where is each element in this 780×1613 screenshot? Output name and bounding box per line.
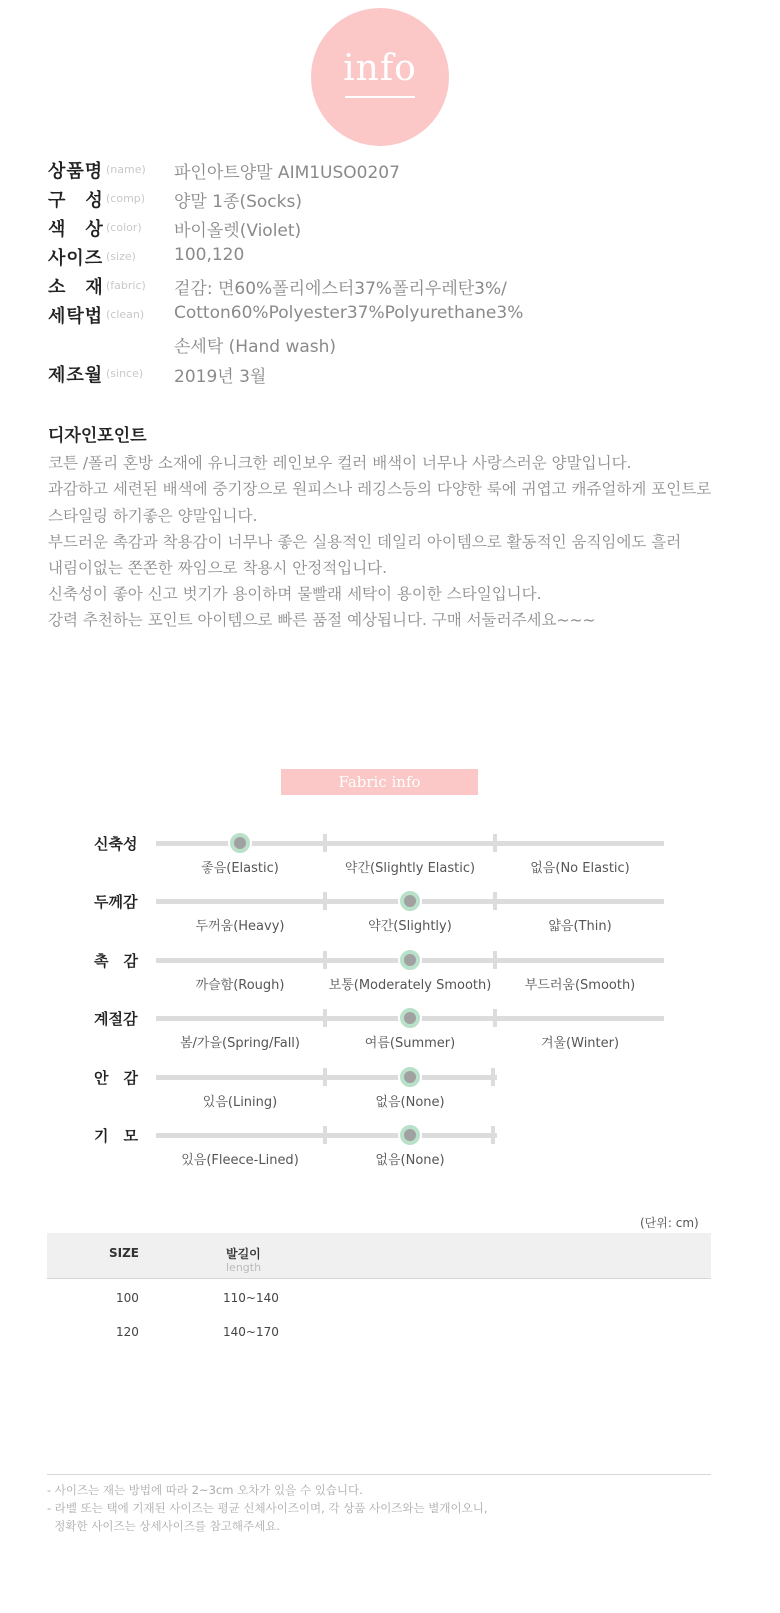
design-point-line: 신축성이 좋아 신고 벗기가 용이하며 물빨래 세탁이 용이한 스타일입니다. [48,585,542,603]
spec-row-name [48,157,748,183]
fabric-tick [493,834,497,852]
fabric-tick [493,951,497,969]
fabric-option: 부드러움(Smooth) [524,978,636,993]
spec-row-since [48,361,748,387]
note-line: - 라벨 또는 택에 기재된 사이즈는 평균 신체사이즈이며, 각 상품 사이즈와는 별개이오니, [47,1501,488,1515]
size-table-header [47,1233,711,1279]
spec-value: Cotton60%Polyester37%Polyurethane3% [174,303,524,323]
spec-row-size [48,244,748,270]
spec-sub: (comp) [106,192,146,205]
spec-sub: (since) [106,367,144,380]
unit-label: (단위: cm) [640,1216,699,1230]
fabric-option: 겨울(Winter) [540,1036,620,1051]
spec-label: 구 성 [48,190,104,211]
spec-label: 사이즈 [48,248,104,269]
header-size: SIZE [109,1246,140,1260]
info-badge [311,8,449,146]
design-point-line: 과감하고 세련된 배색에 중기장으로 원피스나 레깅스등의 다양한 룩에 귀엽고 캐쥬얼하게 포인트로 [48,480,712,498]
fabric-row-label: 두께감 [94,893,138,911]
fabric-tick [323,892,327,910]
spec-row-comp [48,186,748,212]
fabric-option: 좋음(Elastic) [201,861,279,876]
fabric-row-label: 신축성 [94,835,138,853]
fabric-tick [491,1126,495,1144]
size-cell: 120 [116,1325,139,1339]
fabric-option: 없음(No Elastic) [530,861,630,876]
fabric-option: 없음(None) [375,1153,445,1168]
design-point-line: 내림이없는 쫀쫀한 짜임으로 착용시 안정적입니다. [48,559,388,577]
fabric-option: 두꺼움(Heavy) [195,919,285,934]
design-point-line: 부드러운 촉감과 착용감이 너무나 좋은 실용적인 데일리 아이템으로 활동적인 움직임에도 흘러 [48,533,682,551]
fabric-tick [493,1009,497,1027]
notes-divider [47,1474,711,1475]
fabric-info-banner: Fabric info [281,769,478,795]
fabric-option: 없음(None) [375,1095,445,1110]
spec-row-fabric [48,273,748,299]
fabric-selected-marker [400,1125,420,1145]
design-point-line: 코튼 /폴리 혼방 소재에 유니크한 레인보우 컬러 배색이 너무나 사랑스러운 양말입니다. [48,454,632,472]
fabric-row-label: 기 모 [94,1127,138,1145]
fabric-option: 까슬함(Rough) [195,978,285,993]
spec-value: 바이올렛(Violet) [174,221,302,241]
fabric-row-label: 안 감 [94,1069,138,1087]
spec-value: 양말 1종(Socks) [174,192,302,212]
spec-value: 100,120 [174,245,245,265]
info-title: info [343,48,417,89]
spec-value: 파인아트양말 AIM1USO0207 [174,163,400,183]
fabric-tick [323,1126,327,1144]
note-line: 정확한 사이즈는 상세사이즈를 참고해주세요. [47,1519,281,1533]
fabric-selected-marker [400,1067,420,1087]
spec-sub: (fabric) [106,279,146,292]
length-cell: 140~170 [223,1325,279,1339]
design-point-title: 디자인포인트 [48,426,147,446]
fabric-option: 보통(Moderately Smooth) [328,978,492,993]
fabric-option: 있음(Lining) [202,1095,278,1110]
length-cell: 110~140 [223,1291,279,1305]
fabric-tick [323,951,327,969]
spec-value: 2019년 3월 [174,367,267,387]
fabric-row-label: 촉 감 [94,952,138,970]
spec-sub: (size) [106,250,136,263]
size-cell: 100 [116,1291,139,1305]
fabric-row-label: 계절감 [94,1010,138,1028]
spec-value: 겉감: 면60%폴리에스터37%폴리우레탄3%/ [174,279,507,299]
fabric-option: 약간(Slightly) [368,919,452,934]
header-length-sub: length [226,1261,262,1274]
fabric-tick [323,1009,327,1027]
fabric-tick [491,1068,495,1086]
fabric-selected-marker [400,950,420,970]
fabric-tick [323,834,327,852]
fabric-selected-marker [400,891,420,911]
spec-sub: (name) [106,163,146,176]
header-length: 발길이 [226,1247,261,1261]
spec-label: 세탁법 [48,306,104,327]
fabric-option: 여름(Summer) [364,1036,456,1051]
spec-row-color [48,215,748,241]
design-point-line: 스타일링 하기좋은 양말입니다. [48,507,258,525]
info-underline [345,96,415,98]
spec-row-clean [48,302,748,358]
spec-label: 소 재 [48,277,104,298]
fabric-option: 있음(Fleece-Lined) [181,1153,299,1168]
spec-label: 제조월 [48,365,104,386]
fabric-selected-marker [400,1008,420,1028]
fabric-option: 약간(Slightly Elastic) [344,861,476,876]
spec-label: 색 상 [48,219,104,240]
spec-label: 상품명 [48,161,104,182]
fabric-option: 봄/가을(Spring/Fall) [179,1036,300,1051]
fabric-tick [323,1068,327,1086]
fabric-selected-marker [230,833,250,853]
design-point-line: 강력 추천하는 포인트 아이템으로 빠른 품절 예상됩니다. 구매 서둘러주세요~~~ [48,611,596,629]
spec-value: 손세탁 (Hand wash) [174,337,337,357]
spec-sub: (clean) [106,308,145,321]
note-line: - 사이즈는 재는 방법에 따라 2~3cm 오차가 있을 수 있습니다. [47,1483,363,1497]
spec-sub: (color) [106,221,142,234]
fabric-tick [493,892,497,910]
fabric-option: 얇음(Thin) [548,919,612,934]
